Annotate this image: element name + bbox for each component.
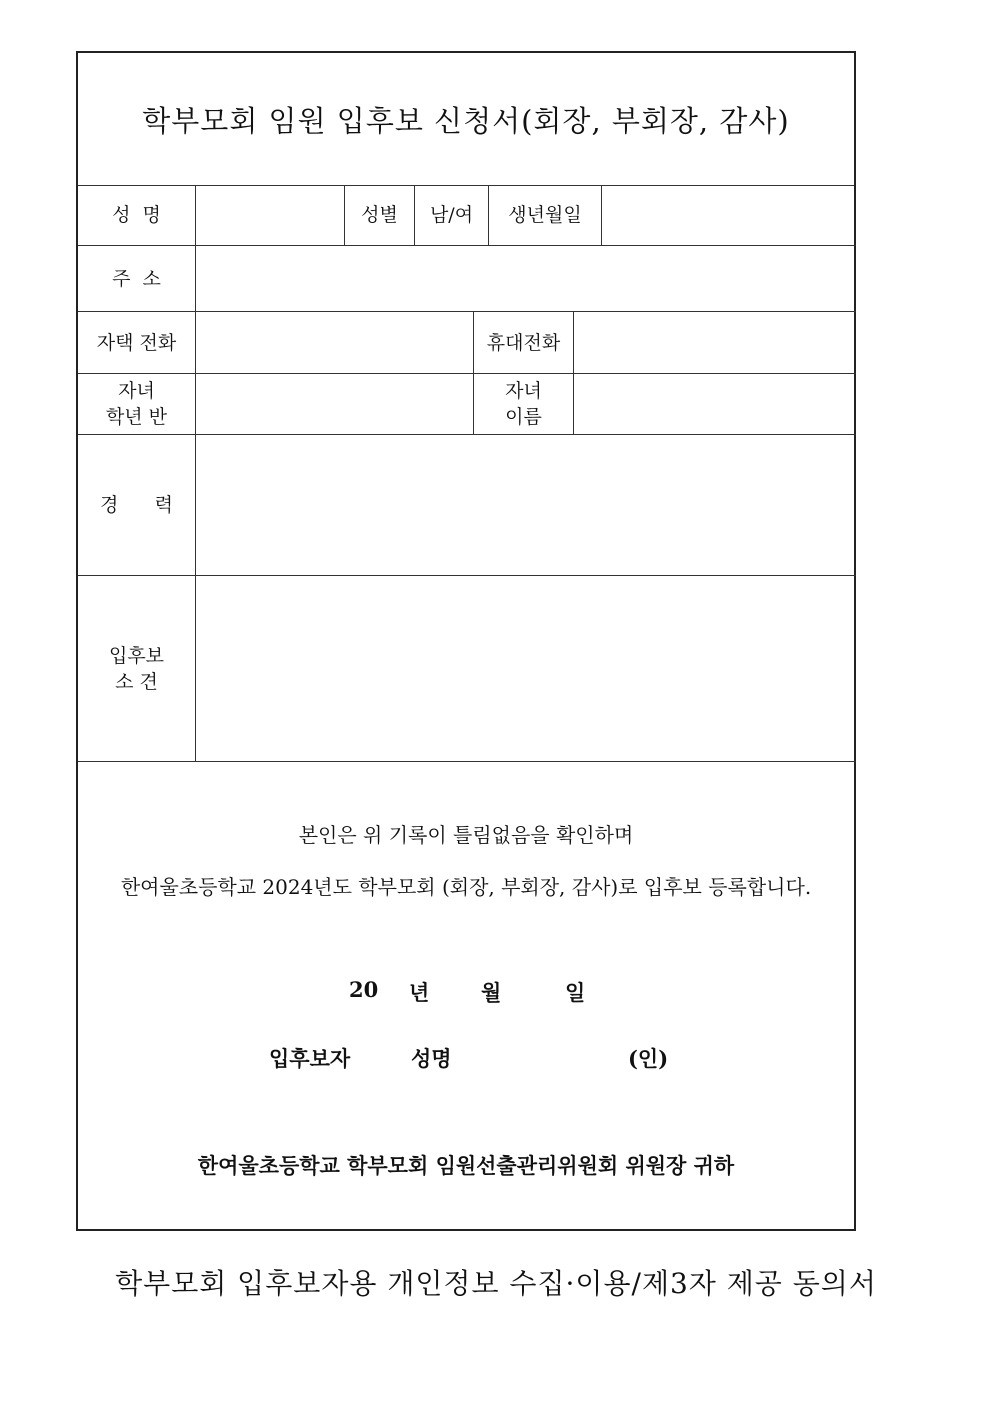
address-field[interactable] xyxy=(196,246,856,311)
name-field[interactable] xyxy=(196,185,344,245)
mobile-phone-field[interactable] xyxy=(574,312,856,373)
address-label: 주 소 xyxy=(112,267,161,290)
signature-name-label: 성명 xyxy=(411,1046,452,1071)
addressee: 한여울초등학교 학부모회 임원선출관리위원회 위원장 귀하 xyxy=(197,1153,735,1178)
birthdate-field[interactable] xyxy=(602,185,856,245)
home-phone-label: 자택 전화 xyxy=(96,331,177,354)
home-phone-field[interactable] xyxy=(196,312,473,373)
birthdate-label: 생년월일 xyxy=(508,204,582,226)
date-year-prefix: 20 xyxy=(349,977,379,1002)
declaration-line-2: 한여울초등학교 2024년도 학부모회 (회장, 부회장, 감사)로 입후보 등록합니다. xyxy=(120,875,812,899)
candidate-label: 입후보자 xyxy=(269,1046,351,1071)
declaration-line-1: 본인은 위 기록이 틀림없음을 확인하며 xyxy=(298,823,634,847)
gender-field[interactable]: 남/여 xyxy=(429,204,474,226)
child-grade-class-field[interactable] xyxy=(196,374,473,434)
name-label: 성 명 xyxy=(112,204,161,226)
child-name-field[interactable] xyxy=(574,374,856,434)
date-month-label: 월 xyxy=(481,980,502,1005)
date-year-label: 년 xyxy=(409,980,430,1005)
child-name-label: 자녀 이름 xyxy=(505,380,542,428)
child-grade-class-label: 자녀 학년 반 xyxy=(105,380,168,428)
mobile-phone-label: 휴대전화 xyxy=(486,331,561,354)
application-form xyxy=(76,51,856,1231)
date-day-label: 일 xyxy=(565,980,586,1005)
form-title: 학부모회 임원 입후보 신청서(회장, 부회장, 감사) xyxy=(78,53,854,186)
seal-label: (인) xyxy=(628,1046,669,1071)
career-field[interactable] xyxy=(196,435,856,575)
statement-label: 입후보 소 견 xyxy=(108,644,165,693)
next-form-title: 학부모회 입후보자용 개인정보 수집·이용/제3자 제공 동의서 xyxy=(115,1267,877,1300)
gender-label: 성별 xyxy=(361,204,398,226)
statement-field[interactable] xyxy=(196,576,856,761)
career-label: 경 력 xyxy=(100,494,173,516)
row-divider xyxy=(78,761,856,762)
